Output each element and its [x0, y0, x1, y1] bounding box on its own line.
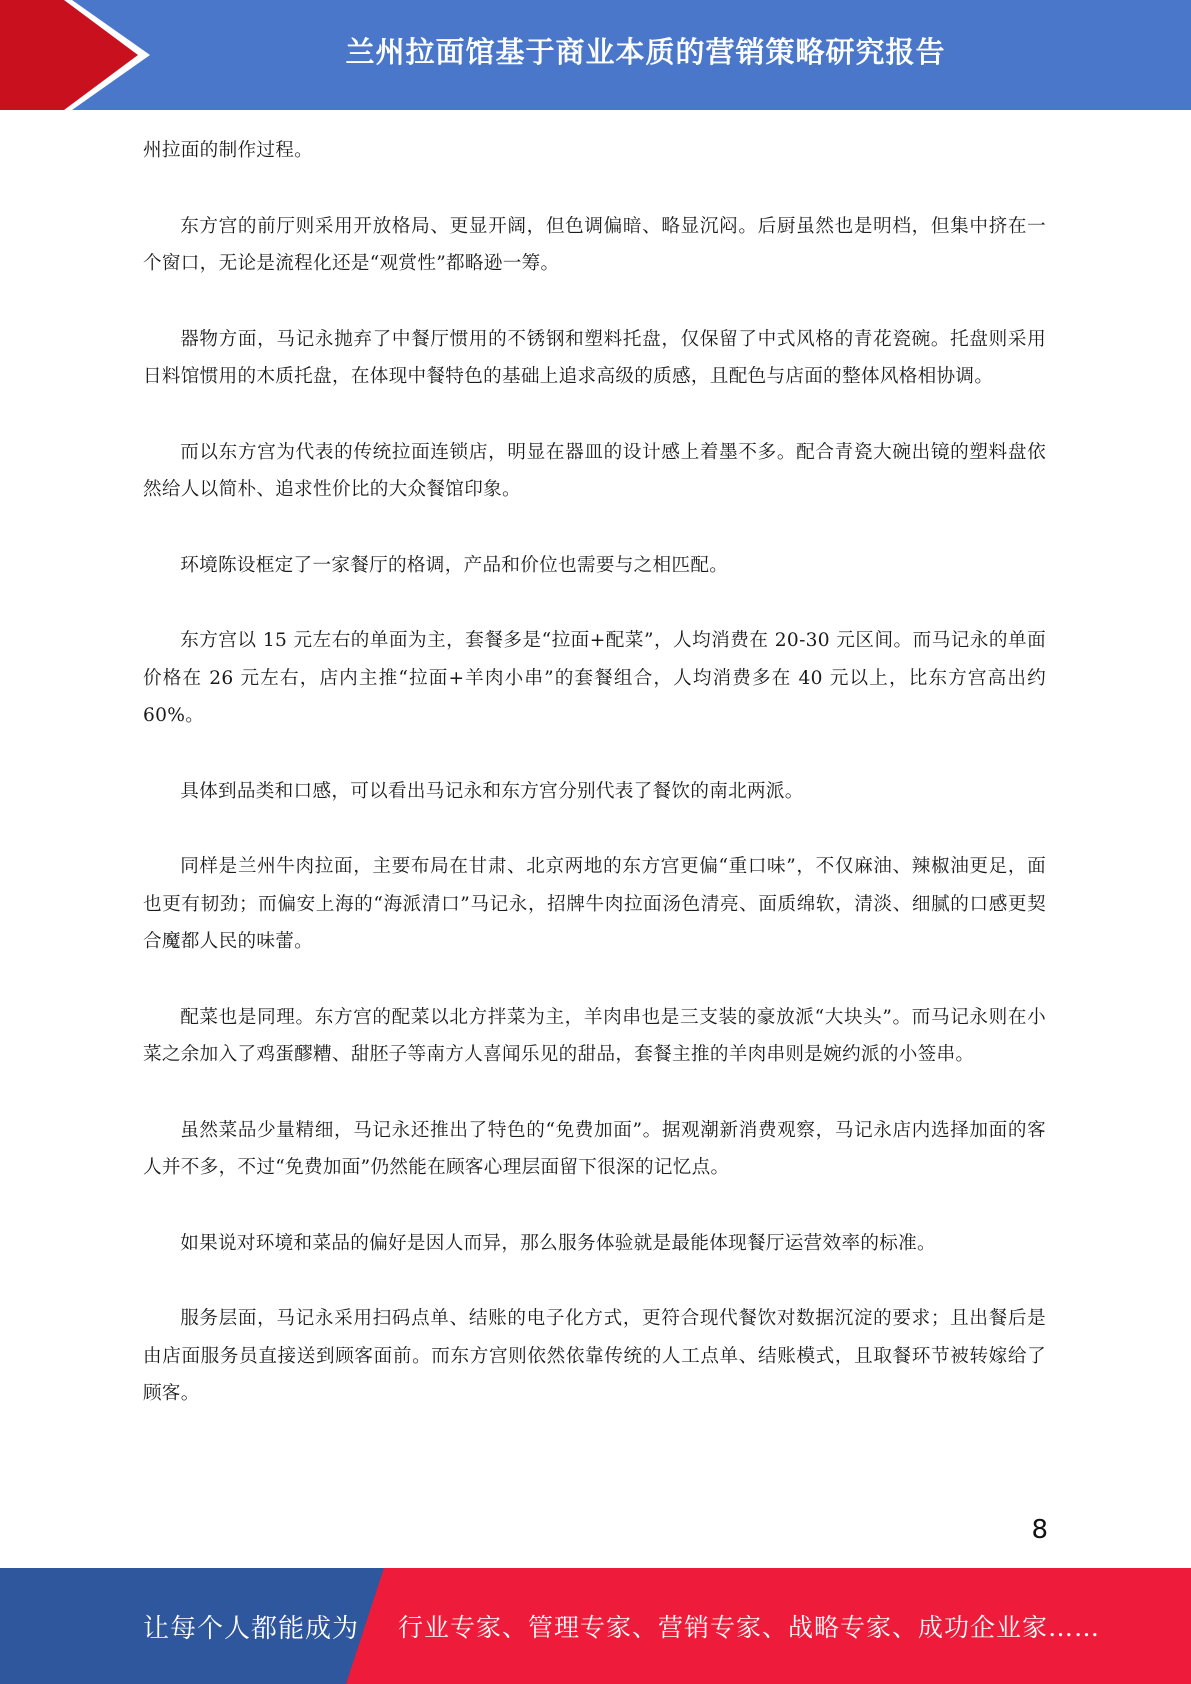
- paragraph: 具体到品类和口感，可以看出马记永和东方宫分别代表了餐饮的南北两派。: [180, 780, 804, 802]
- page-header: [0, 0, 1191, 110]
- paragraph: 东方宫以 15 元左右的单面为主，套餐多是“拉面+配菜”，人均消费在 20-30 元区间。而马记永的单面价格在 26 元左右，店内主推“拉面+羊肉小串”的套餐组合，人均消费多在 40 元以上，比东方宫高出约 60%。: [143, 630, 1046, 726]
- footer-slogan-right: 行业专家、管理专家、营销专家、战略专家、成功企业家……: [398, 1613, 1101, 1642]
- document-title: 兰州拉面馆基于商业本质的营销策略研究报告: [345, 34, 946, 69]
- paragraph: 环境陈设框定了一家餐厅的格调，产品和价位也需要与之相匹配。: [180, 554, 729, 576]
- paragraph: 东方宫的前厅则采用开放格局、更显开阔，但色调偏暗、略显沉闷。后厨虽然也是明档，但集中挤在一个窗口，无论是流程化还是“观赏性”都略逊一筹。: [143, 215, 1046, 274]
- paragraph: 虽然菜品少量精细，马记永还推出了特色的“免费加面”。据观潮新消费观察，马记永店内选择加面的客人并不多，不过“免费加面”仍然能在顾客心理层面留下很深的记忆点。: [143, 1119, 1046, 1178]
- body-text: [143, 132, 1046, 1451]
- paragraph: 如果说对环境和菜品的偏好是因人而异，那么服务体验就是最能体现餐厅运营效率的标准。: [180, 1232, 936, 1254]
- paragraph: 器物方面，马记永抛弃了中餐厅惯用的不锈钢和塑料托盘，仅保留了中式风格的青花瓷碗。托盘则采用日料馆惯用的木质托盘，在体现中餐特色的基础上追求高级的质感，且配色与店面的整体风格相协调。: [143, 328, 1046, 387]
- paragraph: 配菜也是同理。东方宫的配菜以北方拌菜为主，羊肉串也是三支装的豪放派“大块头”。而马记永则在小菜之余加入了鸡蛋醪糟、甜胚子等南方人喜闻乐见的甜品，套餐主推的羊肉串则是婉约派的小签串。: [143, 1006, 1046, 1065]
- page-footer: [0, 1568, 1191, 1684]
- paragraph: 同样是兰州牛肉拉面，主要布局在甘肃、北京两地的东方宫更偏“重口味”，不仅麻油、辣椒油更足，面也更有韧劲；而偏安上海的“海派清口”马记永，招牌牛肉拉面汤色清亮、面质绵软，清淡、细腻的口感更契合魔都人民的味蕾。: [143, 856, 1046, 952]
- paragraph: 州拉面的制作过程。: [143, 140, 314, 161]
- page-number: 8: [1031, 1515, 1048, 1545]
- paragraph: 而以东方宫为代表的传统拉面连锁店，明显在器皿的设计感上着墨不多。配合青瓷大碗出镜的塑料盘依然给人以简朴、追求性价比的大众餐馆印象。: [143, 441, 1046, 500]
- paragraph: 服务层面，马记永采用扫码点单、结账的电子化方式，更符合现代餐饮对数据沉淀的要求；且出餐后是由店面服务员直接送到顾客面前。而东方宫则依然依靠传统的人工点单、结账模式，且取餐环节被转嫁给了顾客。: [143, 1308, 1046, 1404]
- footer-slogan-left: 让每个人都能成为: [143, 1613, 360, 1644]
